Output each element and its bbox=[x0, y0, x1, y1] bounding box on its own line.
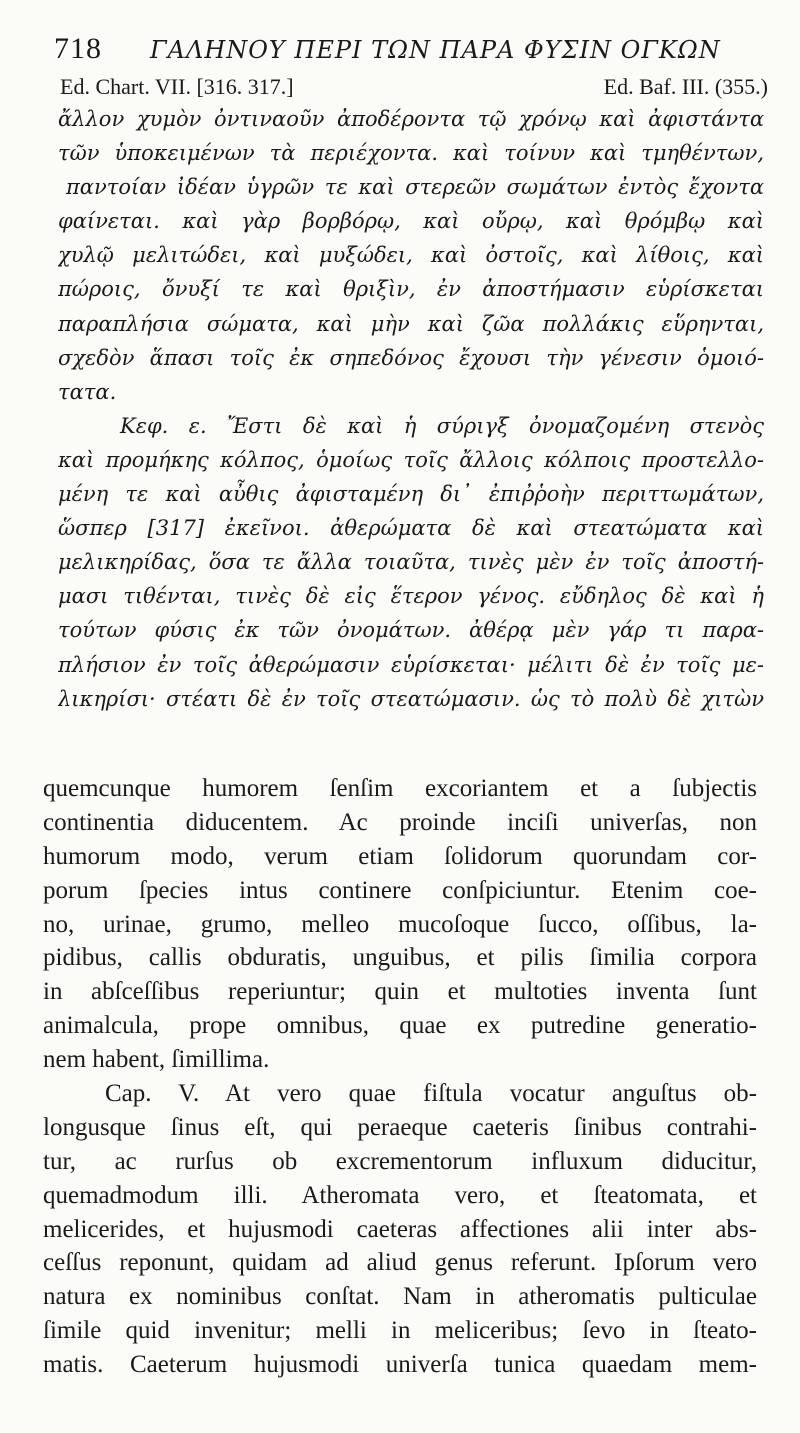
greek-line: παραπλήσια σώματα, καὶ μὴν καὶ ζῶα πολλάκις εὕρηνται, bbox=[58, 311, 764, 336]
running-head bbox=[54, 28, 744, 68]
running-title: ΓΑΛΗΝΟΥ ΠΕΡΙ ΤΩΝ ΠΑΡΑ ΦΥΣΙΝ ΟΓΚΩΝ bbox=[150, 36, 721, 64]
greek-line: τούτων φύσις ἐκ τῶν ὀνομάτων. ἀθέρᾳ μὲν γάρ τι παρα- bbox=[58, 618, 764, 643]
latin-line: longusque ſinus eſt, qui peraeque caeteris ſinibus contrahi- bbox=[43, 1113, 757, 1141]
latin-line: nem habent, ſimillima. bbox=[43, 1046, 270, 1074]
latin-line: tur, ac rurſus ob excrementorum influxum diducitur, bbox=[43, 1147, 757, 1175]
edition-basel-reference: Ed. Baf. III. (355.) bbox=[603, 74, 768, 99]
greek-line: μασι τιθένται, τινὲς δὲ εἰς ἕτερον γένος. εὔδηλος δὲ καὶ ἡ bbox=[58, 584, 764, 609]
greek-line: χυλῷ μελιτώδει, καὶ μυξώδει, καὶ ὀστοῖς, καὶ λίθοις, καὶ bbox=[58, 243, 764, 268]
latin-line: quemcunque humorem ſenſim excoriantem et a ſubjectis bbox=[43, 775, 757, 802]
greek-line: σχεδὸν ἅπασι τοῖς ἐκ σηπεδόνος ἔχουσι τὴν γένεσιν ὁμοιό- bbox=[58, 345, 764, 370]
latin-text-block bbox=[43, 772, 757, 1382]
greek-line: μελικηρίδας, ὅσα τε ἄλλα τοιαῦτα, τινὲς μὲν ἐν τοῖς ἀποστή- bbox=[58, 550, 764, 575]
page-number: 718 bbox=[54, 32, 102, 65]
greek-line: φαίνεται. καὶ γὰρ βορβόρῳ, καὶ οὔρῳ, καὶ θρόμβῳ καὶ bbox=[58, 209, 764, 234]
edition-reference-line bbox=[60, 74, 768, 102]
latin-line: melicerides, et hujusmodi caeteras affectiones alii inter abs- bbox=[43, 1215, 757, 1243]
greek-line: πώροις, ὄνυξί τε καὶ θριξὶν, ἐν ἀποστήμασιν εὑρίσκεται bbox=[58, 277, 764, 302]
greek-line: τῶν ὑποκειμένων τὰ περιέχοντα. καὶ τοίνυν καὶ τμηθέντων, bbox=[58, 141, 764, 166]
latin-line: quemadmodum illi. Atheromata vero, et ſteatomata, et bbox=[43, 1181, 757, 1209]
latin-line: in abſceſſibus reperiuntur; quin et multoties inventa ſunt bbox=[43, 978, 757, 1006]
greek-line: ὥσπερ [317] ἐκεῖνοι. ἀθερώματα δὲ καὶ στεατώματα καὶ bbox=[58, 516, 764, 541]
latin-line: humorum modo, verum etiam ſolidorum quorundam cor- bbox=[43, 842, 757, 870]
greek-line: λικηρίσι· στέατι δὲ ἐν τοῖς στεατώμασιν. ὡς τὸ πολὺ δὲ χιτὼν bbox=[58, 686, 764, 711]
latin-line: matis. Caeterum hujusmodi univerſa tunica quaedam mem- bbox=[43, 1351, 757, 1379]
edition-chartier-reference: Ed. Chart. VII. [316. 317.] bbox=[60, 74, 294, 99]
greek-line: καὶ προμήκης κόλπος, ὁμοίως τοῖς ἄλλοις κόλποις προστελλο- bbox=[58, 447, 764, 472]
greek-line: ἄλλον χυμὸν ὀντιναοῦν ἀποδέροντα τῷ χρόνῳ καὶ ἀφιστάντα bbox=[58, 107, 764, 131]
greek-line: πλήσιον ἐν τοῖς ἀθερώμασιν εὑρίσκεται· μέλιτι δὲ ἐν τοῖς με- bbox=[58, 652, 764, 677]
latin-chapter-heading-line: Cap. V. At vero quae fiſtula vocatur anguſtus ob- bbox=[105, 1080, 757, 1108]
latin-line: ceſſus reponunt, quidam ad aliud genus referunt. Ipſorum vero bbox=[43, 1249, 757, 1277]
latin-line: no, urinae, grumo, melleo mucoſoque ſucco, oſſibus, la- bbox=[43, 910, 757, 938]
latin-line: animalcula, prope omnibus, quae ex putredine generatio- bbox=[43, 1012, 757, 1040]
greek-chapter-heading-line: Κεφ. ε. Ἔστι δὲ καὶ ἡ σύριγξ ὀνομαζομένη στενὸς bbox=[120, 413, 764, 438]
latin-line: porum ſpecies intus continere conſpiciuntur. Etenim coe- bbox=[43, 876, 757, 904]
greek-line: τατα. bbox=[58, 379, 117, 404]
latin-line: continentia diducentem. Ac proinde inciſi univerſas, non bbox=[43, 808, 757, 836]
greek-text-block bbox=[58, 102, 764, 716]
greek-line: παντοίαν ἰδέαν ὑγρῶν τε καὶ στερεῶν σωμάτων ἐντὸς ἔχοντα bbox=[66, 175, 764, 200]
latin-line: natura ex nominibus conſtat. Nam in atheromatis pulticulae bbox=[43, 1283, 757, 1311]
greek-line: μένη τε καὶ αὖθις ἀφισταμένη δι᾽ ἐπιῤῥοὴν περιττωμάτων, bbox=[58, 482, 764, 507]
latin-line: pidibus, callis obduratis, unguibus, et pilis ſimilia corpora bbox=[43, 944, 757, 972]
latin-line: ſimile quid invenitur; melli in meliceribus; ſevo in ſteato- bbox=[43, 1317, 757, 1345]
